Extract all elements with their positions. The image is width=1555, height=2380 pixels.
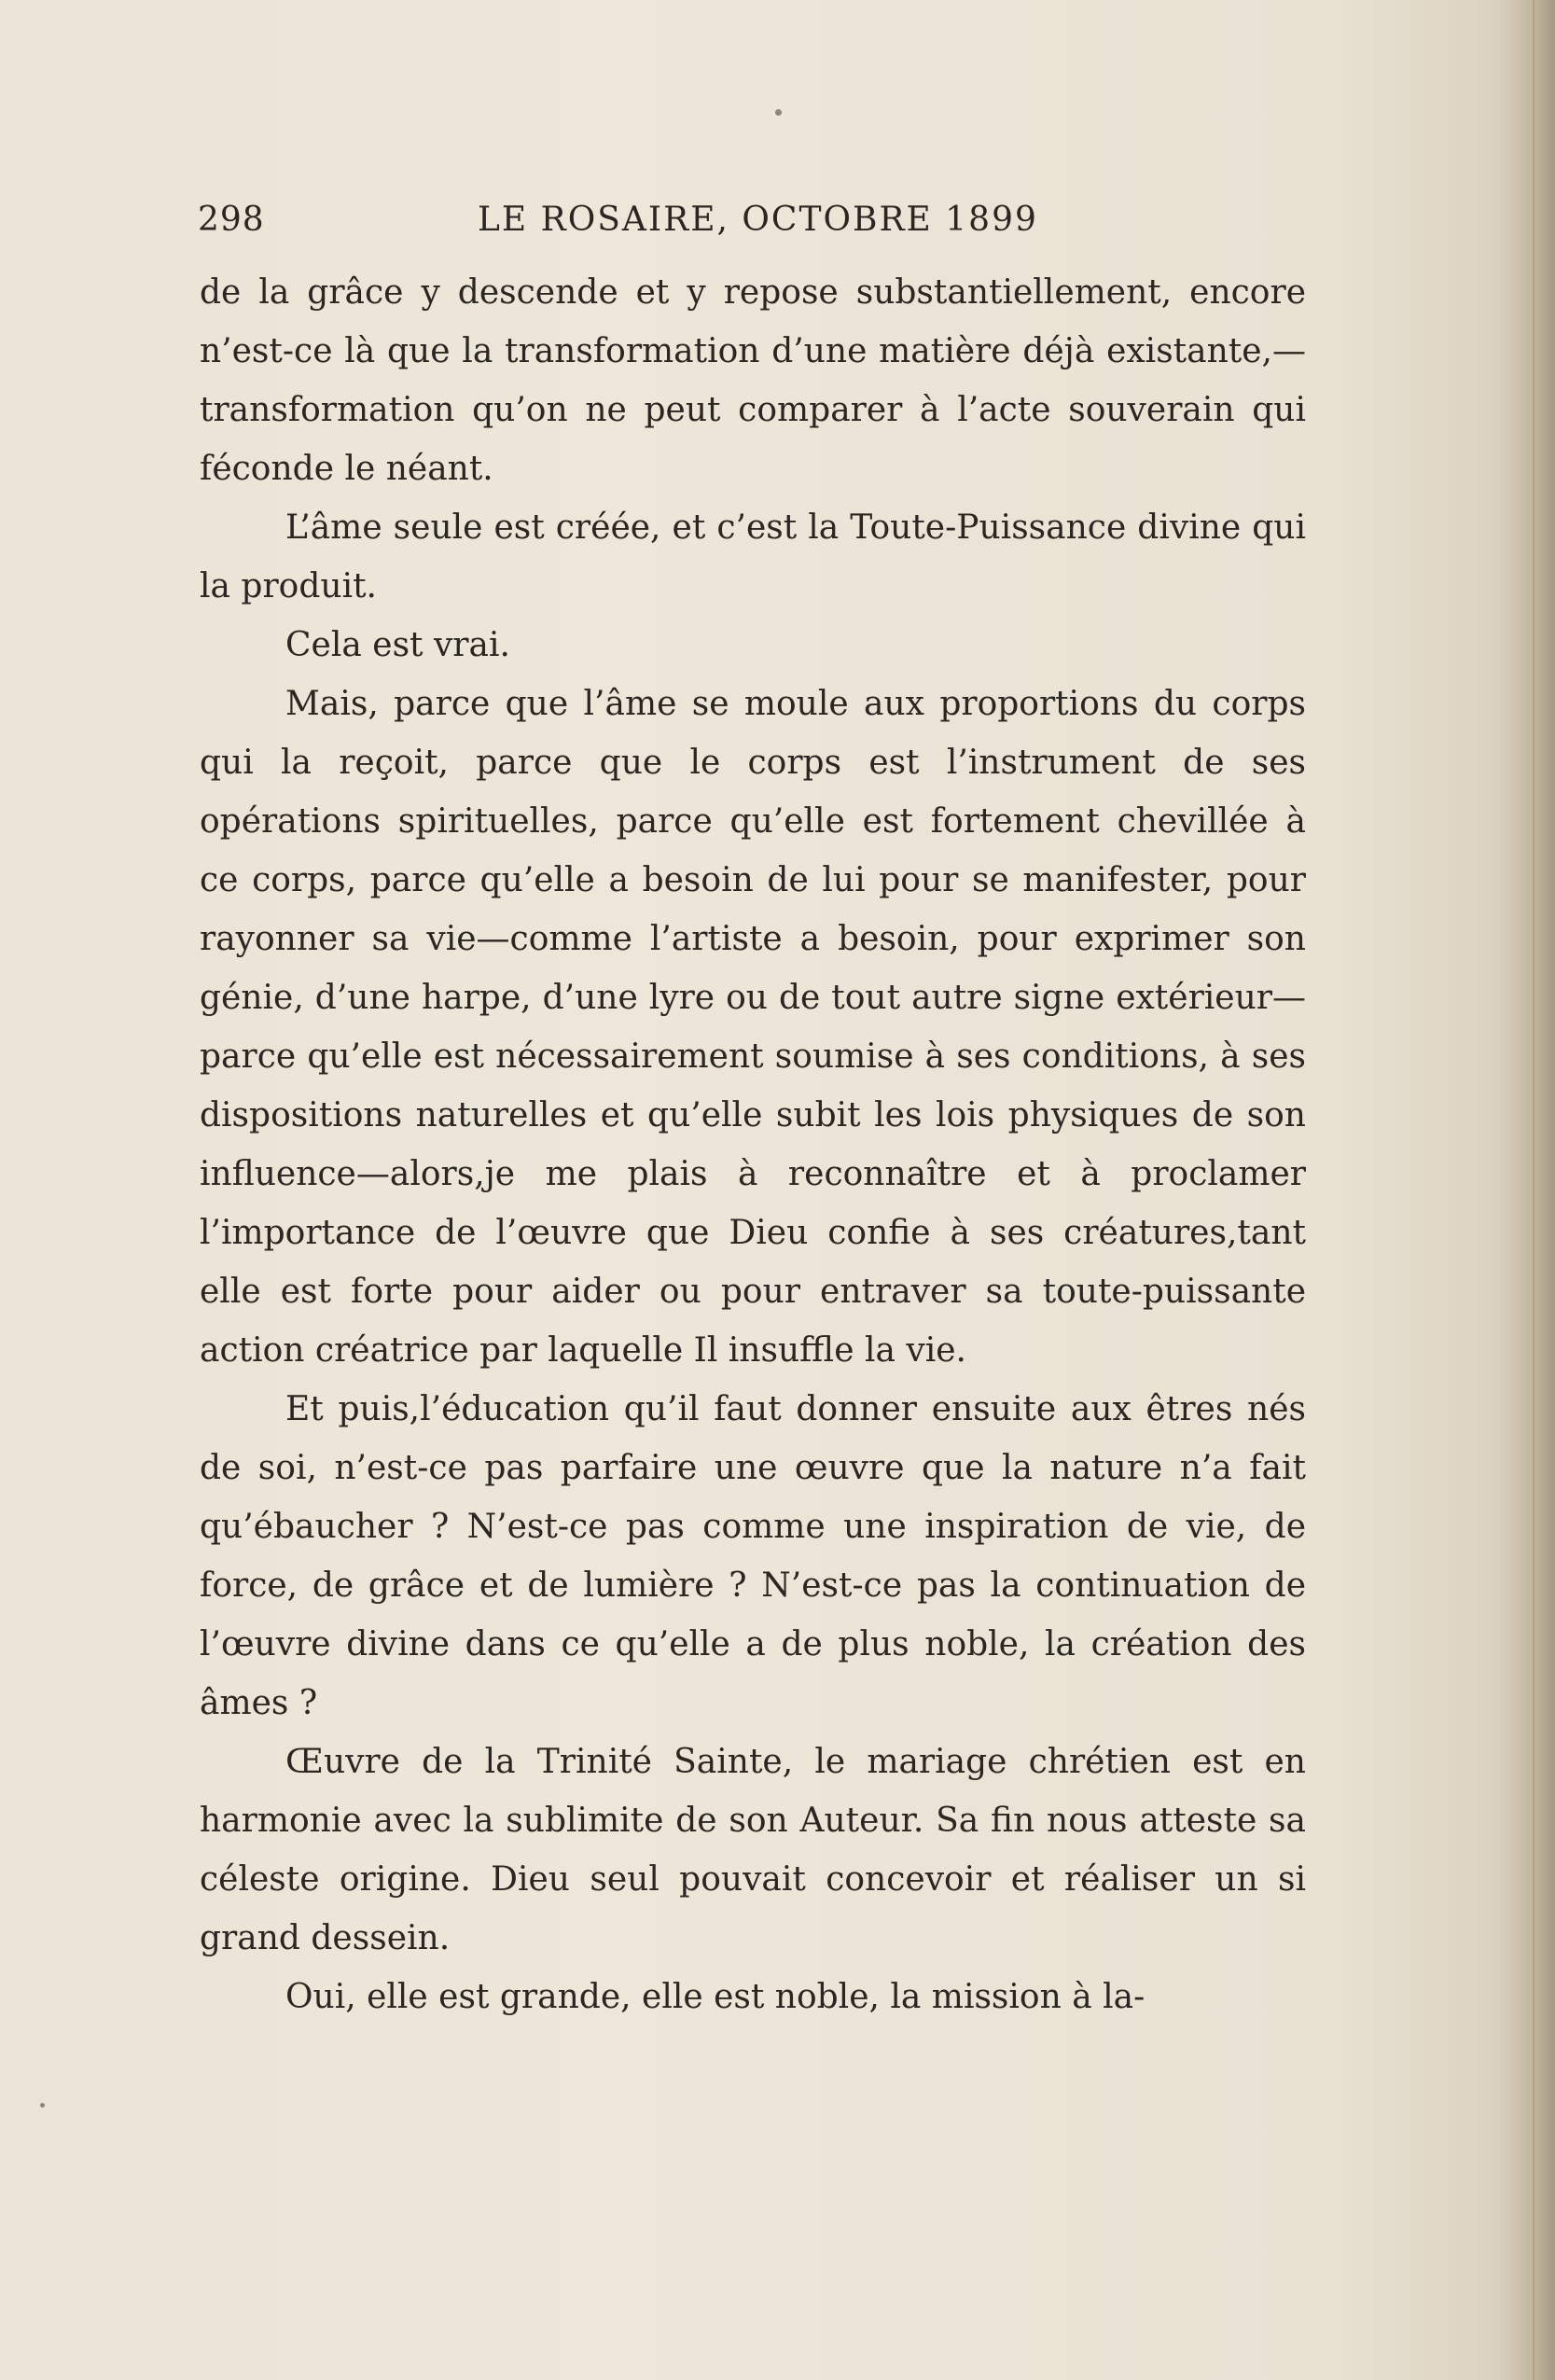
running-head: [198, 201, 1306, 245]
paragraph: L’âme seule est créée, et c’est la Toute-Puissance divine qui la produit.: [200, 508, 1306, 605]
page-edge-line: [1533, 0, 1534, 2380]
paragraph: de la grâce y descende et y repose substantiellement, encore n’est-ce là que la transformation d’une matière déjà existante,—transformation qu’on ne peut comparer à l’acte souverain qui féconde le néant.: [200, 273, 1306, 488]
paragraph: Oui, elle est grande, elle est noble, la mission à la-: [285, 1978, 1145, 2016]
paragraph: Mais, parce que l’âme se moule aux proportions du corps qui la reçoit, parce que le corps est l’instrument de ses opérations spirituelles, parce qu’elle est fortement chevillée à ce corps, parce qu’elle a besoin de lui pour se manifester, pour rayonner sa vie—comme l’artiste a besoin, pour exprimer son génie, d’une harpe, d’une lyre ou de tout autre signe extérieur—parce qu’elle est nécessairement soumise à ses conditions, à ses dispositions naturelles et qu’elle subit les lois physiques de son influence—alors,je me plais à reconnaître et à proclamer l’importance de l’œuvre que Dieu confie à ses créatures,tant elle est forte pour aider ou pour entraver sa toute-puissante action créatrice par laquelle Il insuffle la vie.: [200, 685, 1306, 1370]
paragraph: Et puis,l’éducation qu’il faut donner ensuite aux êtres nés de soi, n’est-ce pas parfaire une œuvre que la nature n’a fait qu’ébaucher ? N’est-ce pas comme une inspiration de vie, de force, de grâce et de lumière ? N’est-ce pas la continuation de l’œuvre divine dans ce qu’elle a de plus noble, la création des âmes ?: [200, 1390, 1306, 1722]
paragraph: Œuvre de la Trinité Sainte, le mariage chrétien est en harmonie avec la sublimite de son Auteur. Sa fin nous atteste sa céleste origine. Dieu seul pouvait concevoir et réaliser un si grand dessein.: [200, 1743, 1306, 1957]
body-text: [200, 263, 1306, 2026]
print-speck: [40, 2103, 45, 2108]
print-speck: [775, 109, 782, 116]
running-title: LE ROSAIRE, OCTOBRE 1899: [478, 201, 1038, 239]
page-edge-shadow: [1499, 0, 1555, 2380]
page-number: 298: [198, 201, 265, 239]
paragraph: Cela est vrai.: [285, 626, 510, 664]
